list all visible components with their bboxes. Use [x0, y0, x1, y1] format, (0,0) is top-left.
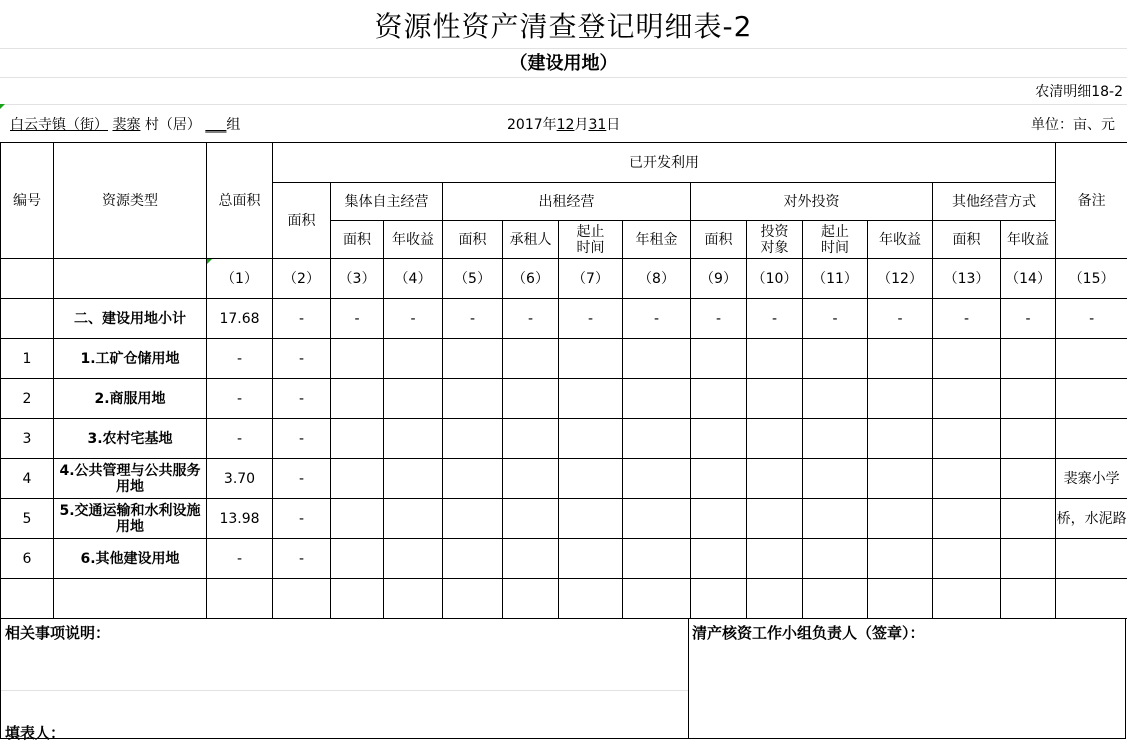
table-cell — [559, 499, 623, 539]
table-row — [1, 339, 1127, 379]
col-header-invest-income: 年收益 — [868, 221, 933, 259]
table-cell — [691, 579, 747, 619]
table-cell — [54, 579, 207, 619]
table-cell — [331, 419, 384, 459]
col-number: （10） — [747, 259, 803, 299]
col-number: （9） — [691, 259, 747, 299]
col-header-total-area: 总面积 — [207, 143, 273, 259]
table-cell — [503, 379, 559, 419]
table-cell — [691, 419, 747, 459]
subtotal-cell: - — [691, 299, 747, 339]
table-cell — [559, 379, 623, 419]
table-cell — [443, 459, 503, 499]
table-cell — [443, 339, 503, 379]
table-cell — [503, 539, 559, 579]
date-month-label: 月 — [574, 117, 588, 133]
table-cell — [868, 499, 933, 539]
row-remark — [1056, 379, 1127, 419]
row-number: 2 — [1, 379, 54, 419]
table-cell — [503, 499, 559, 539]
col-header-lease-area: 面积 — [443, 221, 503, 259]
row-remark — [1056, 419, 1127, 459]
row-type-name: 6.其他建设用地 — [54, 539, 207, 579]
table-cell — [933, 419, 1001, 459]
table-cell — [384, 499, 443, 539]
table-cell — [559, 579, 623, 619]
table-cell — [559, 539, 623, 579]
date-day-label: 日 — [606, 117, 620, 133]
col-header-invest-period — [803, 221, 868, 259]
table-cell — [503, 459, 559, 499]
subtotal-total: 17.68 — [207, 299, 273, 339]
leader-signature-label: 清产核资工作小组负责人（签章）： — [692, 622, 925, 643]
col-number: （2） — [273, 259, 331, 299]
table-cell — [559, 419, 623, 459]
table-cell — [503, 339, 559, 379]
table-cell — [803, 419, 868, 459]
table-cell — [443, 579, 503, 619]
col-header-annual-rent: 年租金 — [623, 221, 691, 259]
table-cell — [207, 579, 273, 619]
grid-divider — [0, 104, 1127, 105]
table-cell — [331, 579, 384, 619]
table-cell — [868, 539, 933, 579]
table-cell — [1001, 379, 1056, 419]
subtotal-row — [1, 299, 1127, 339]
subtotal-cell: - — [933, 299, 1001, 339]
col-header-lessee: 承租人 — [503, 221, 559, 259]
table-cell — [623, 539, 691, 579]
table-cell — [868, 419, 933, 459]
grid-divider — [1, 690, 688, 691]
row-total-area: - — [207, 379, 273, 419]
subtotal-cell: - — [803, 299, 868, 339]
invest-period-line2: 时间 — [821, 240, 849, 256]
row-remark: 裴寨小学 — [1056, 459, 1127, 499]
group-blank: ___ — [205, 117, 226, 133]
row-remark — [1056, 539, 1127, 579]
table-cell — [933, 379, 1001, 419]
col-header-type: 资源类型 — [54, 143, 207, 259]
table-cell — [933, 539, 1001, 579]
table-cell — [443, 419, 503, 459]
preparer-label: 填表人： — [5, 722, 65, 743]
col-number: （13） — [933, 259, 1001, 299]
row-number: 4 — [1, 459, 54, 499]
col-number: （14） — [1001, 259, 1056, 299]
col-number: （6） — [503, 259, 559, 299]
signature-box — [688, 618, 1126, 739]
table-cell — [868, 579, 933, 619]
table-cell — [273, 579, 331, 619]
table-cell — [384, 459, 443, 499]
subtotal-cell: - — [868, 299, 933, 339]
table-cell — [933, 459, 1001, 499]
date-month: 12 — [557, 117, 575, 133]
row-number: 5 — [1, 499, 54, 539]
table-cell — [933, 339, 1001, 379]
row-developed-area: - — [273, 499, 331, 539]
col-header-other: 其他经营方式 — [933, 183, 1056, 221]
table-cell — [747, 579, 803, 619]
subtotal-cell: - — [384, 299, 443, 339]
table-cell — [623, 379, 691, 419]
table-cell — [443, 539, 503, 579]
table-cell — [623, 499, 691, 539]
col-number: （5） — [443, 259, 503, 299]
col-header-invest-target — [747, 221, 803, 259]
table-cell — [331, 499, 384, 539]
invest-period-line1: 起止 — [821, 224, 849, 240]
col-header-remark: 备注 — [1056, 143, 1127, 259]
date-year: 2017 — [507, 117, 543, 133]
table-cell — [623, 419, 691, 459]
table-cell — [747, 499, 803, 539]
table-cell — [1001, 499, 1056, 539]
subtotal-cell: - — [623, 299, 691, 339]
town-label: 白云寺镇（街） — [10, 117, 108, 133]
table-cell — [384, 419, 443, 459]
row-number: 1 — [1, 339, 54, 379]
row-total-area: 13.98 — [207, 499, 273, 539]
village-suffix: 村（居） — [140, 117, 200, 133]
lease-period-line1: 起止 — [577, 224, 605, 240]
data-rows — [1, 339, 1127, 579]
subtotal-cell: - — [273, 299, 331, 339]
table-cell — [384, 339, 443, 379]
row-developed-area: - — [273, 459, 331, 499]
row-type-name: 4.公共管理与公共服务用地 — [54, 459, 207, 499]
table-cell — [1001, 459, 1056, 499]
table-cell — [691, 459, 747, 499]
row-developed-area: - — [273, 419, 331, 459]
col-header-developed: 已开发利用 — [273, 143, 1056, 183]
col-header-invest-area: 面积 — [691, 221, 747, 259]
asset-table — [0, 142, 1127, 619]
table-cell — [868, 339, 933, 379]
table-cell — [331, 459, 384, 499]
row-remark: 桥，水泥路 — [1056, 499, 1127, 539]
unit-label: 单位：亩、元 — [1031, 110, 1115, 140]
table-cell — [747, 339, 803, 379]
row-type-name: 2.商服用地 — [54, 379, 207, 419]
cell-comment-marker — [0, 104, 5, 109]
row-developed-area: - — [273, 339, 331, 379]
table-cell — [803, 579, 868, 619]
table-cell — [1001, 419, 1056, 459]
header-info-row — [0, 110, 1127, 140]
table-cell — [503, 579, 559, 619]
grid-divider — [0, 77, 1127, 78]
col-header-collective-area: 面积 — [331, 221, 384, 259]
row-total-area: - — [207, 339, 273, 379]
table-cell — [331, 539, 384, 579]
invest-target-line1: 投资 — [761, 224, 789, 240]
table-cell — [1001, 579, 1056, 619]
row-total-area: 3.70 — [207, 459, 273, 499]
table-cell — [1056, 579, 1127, 619]
table-cell — [559, 459, 623, 499]
table-cell — [747, 459, 803, 499]
table-cell — [747, 539, 803, 579]
subtotal-cell: - — [1001, 299, 1056, 339]
table-cell — [1001, 339, 1056, 379]
table-cell — [747, 379, 803, 419]
col-number: （7） — [559, 259, 623, 299]
col-header-invest: 对外投资 — [691, 183, 933, 221]
row-type-name: 5.交通运输和水利设施用地 — [54, 499, 207, 539]
col-header-no: 编号 — [1, 143, 54, 259]
row-remark — [1056, 339, 1127, 379]
subtotal-cell: - — [503, 299, 559, 339]
blank-row — [1, 579, 1127, 619]
col-number: （11） — [803, 259, 868, 299]
col-number: （12） — [868, 259, 933, 299]
col-header-collective: 集体自主经营 — [331, 183, 443, 221]
col-number: （1） — [207, 259, 273, 299]
invest-target-line2: 对象 — [761, 240, 789, 256]
column-number-row — [1, 259, 1127, 299]
table-cell — [868, 379, 933, 419]
row-total-area: - — [207, 539, 273, 579]
row-type-name: 1.工矿仓储用地 — [54, 339, 207, 379]
table-cell — [933, 579, 1001, 619]
table-cell — [331, 339, 384, 379]
col-header-area: 面积 — [273, 183, 331, 259]
col-header-lease: 出租经营 — [443, 183, 691, 221]
table-cell — [933, 499, 1001, 539]
table-cell — [803, 379, 868, 419]
notes-label: 相关事项说明： — [5, 622, 110, 643]
table-cell — [1, 579, 54, 619]
location-text — [10, 110, 240, 140]
table-cell — [747, 419, 803, 459]
row-type-name: 3.农村宅基地 — [54, 419, 207, 459]
subtotal-cell: - — [559, 299, 623, 339]
table-row — [1, 379, 1127, 419]
form-code: 农清明细18-2 — [1035, 80, 1123, 104]
col-number: （8） — [623, 259, 691, 299]
table-cell — [623, 579, 691, 619]
table-cell — [691, 539, 747, 579]
table-cell — [384, 579, 443, 619]
table-cell — [54, 259, 207, 299]
table-cell — [691, 339, 747, 379]
table-row — [1, 419, 1127, 459]
table-cell — [1001, 539, 1056, 579]
row-number: 3 — [1, 419, 54, 459]
row-developed-area: - — [273, 539, 331, 579]
table-row — [1, 539, 1127, 579]
table-cell — [503, 419, 559, 459]
col-header-collective-income: 年收益 — [384, 221, 443, 259]
col-header-other-income: 年收益 — [1001, 221, 1056, 259]
table-cell — [1, 259, 54, 299]
notes-box — [0, 618, 689, 739]
subtotal-cell: - — [331, 299, 384, 339]
row-total-area: - — [207, 419, 273, 459]
table-cell — [559, 339, 623, 379]
col-header-lease-period — [559, 221, 623, 259]
table-cell — [803, 539, 868, 579]
table-cell — [384, 379, 443, 419]
col-number: （15） — [1056, 259, 1127, 299]
subtotal-cell: - — [443, 299, 503, 339]
table-cell — [803, 499, 868, 539]
table-cell — [691, 499, 747, 539]
table-row — [1, 459, 1127, 499]
table-cell — [623, 339, 691, 379]
village-name: 裴寨 — [112, 117, 140, 133]
table-row — [1, 499, 1127, 539]
row-number: 6 — [1, 539, 54, 579]
table-cell — [803, 459, 868, 499]
date-day: 31 — [588, 117, 606, 133]
table-cell — [331, 379, 384, 419]
table-cell — [1, 299, 54, 339]
col-number: （4） — [384, 259, 443, 299]
table-cell — [623, 459, 691, 499]
subtotal-label: 二、建设用地小计 — [54, 299, 207, 339]
row-developed-area: - — [273, 379, 331, 419]
subtotal-cell: - — [1056, 299, 1127, 339]
table-cell — [443, 379, 503, 419]
table-cell — [868, 459, 933, 499]
lease-period-line2: 时间 — [577, 240, 605, 256]
table-cell — [691, 379, 747, 419]
col-header-other-area: 面积 — [933, 221, 1001, 259]
report-date — [507, 110, 620, 140]
footer-section — [0, 618, 1127, 739]
table-cell — [443, 499, 503, 539]
sheet-subtitle: （建设用地） — [0, 49, 1127, 77]
sheet-title: 资源性资产清查登记明细表-2 — [0, 0, 1127, 48]
col-number: （3） — [331, 259, 384, 299]
group-suffix: 组 — [226, 117, 240, 133]
table-cell — [384, 539, 443, 579]
subtotal-cell: - — [747, 299, 803, 339]
date-year-label: 年 — [543, 117, 557, 133]
table-cell — [803, 339, 868, 379]
